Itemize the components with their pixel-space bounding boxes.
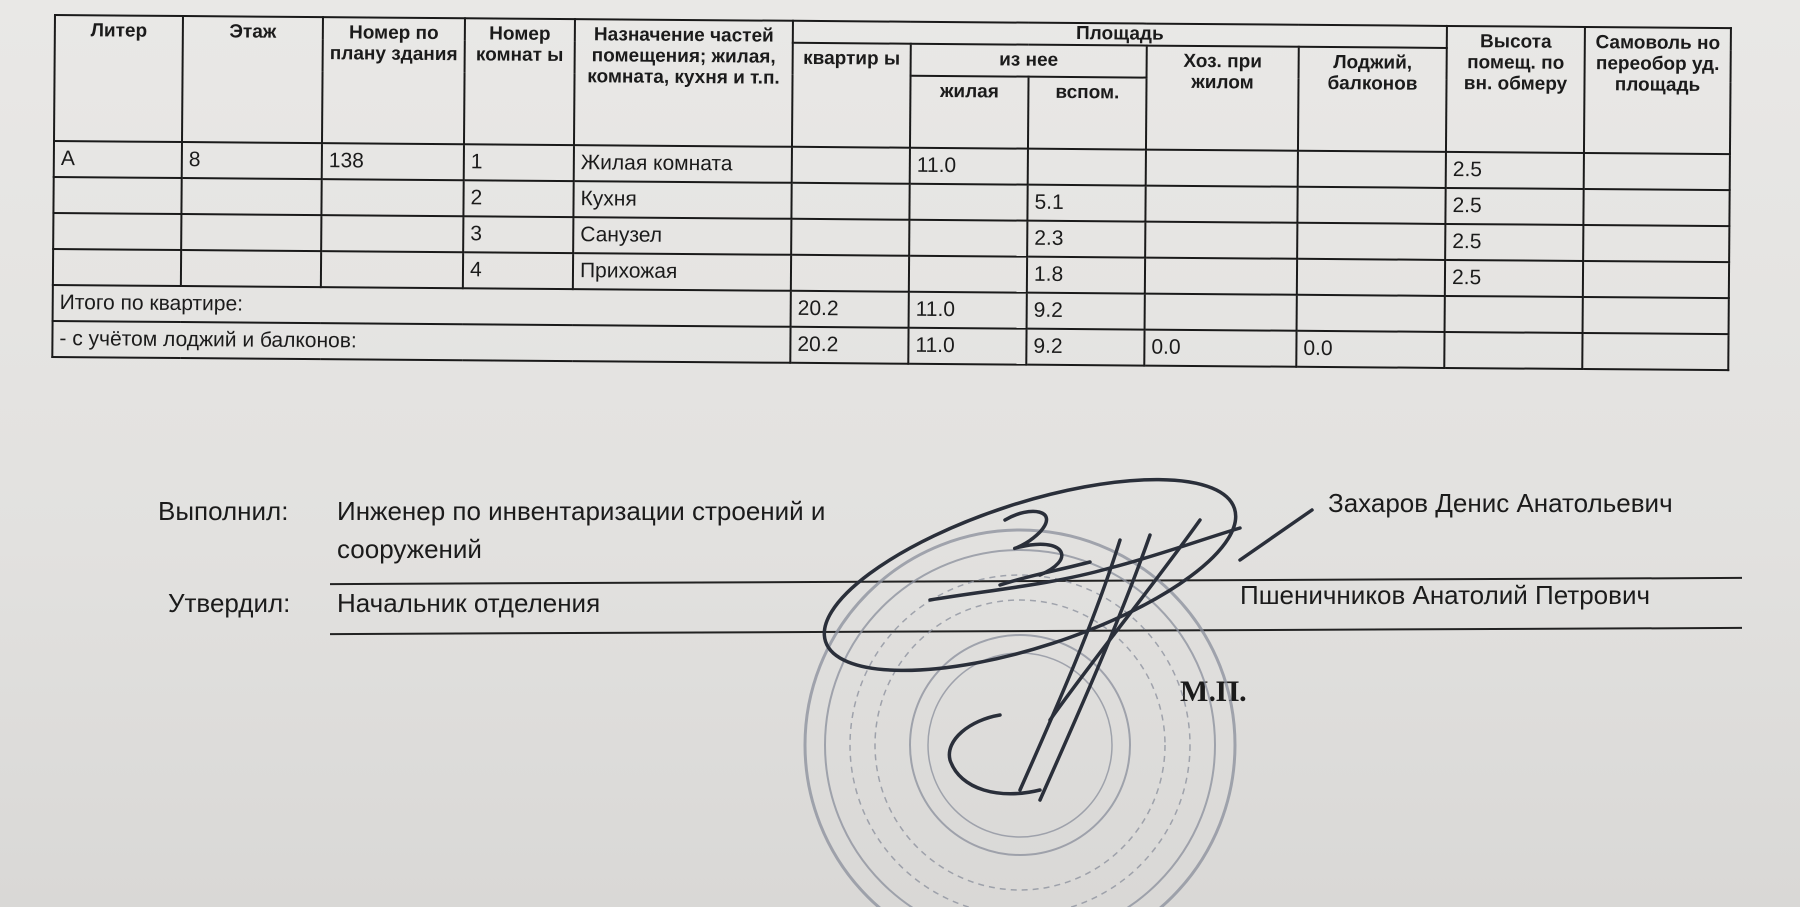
header-area: Площадь — [793, 21, 1447, 48]
cell-auxiliary: 2.3 — [1027, 221, 1145, 258]
approved-position: Начальник отделения — [337, 588, 601, 618]
cell-living: 11.0 — [910, 148, 1028, 185]
cell-plan-number: 138 — [322, 143, 464, 180]
total-auxiliary: 9.2 — [1026, 329, 1144, 366]
cell-height: 2.5 — [1445, 224, 1583, 261]
cell-auxiliary: 5.1 — [1027, 185, 1145, 222]
stamp-place-label: М.П. — [1180, 675, 1247, 708]
cell-purpose: Прихожая — [573, 253, 791, 291]
cell-height: 2.5 — [1446, 152, 1584, 189]
performed-position-line2: сооружений — [337, 534, 482, 564]
performed-name: Захаров Денис Анатольевич — [1328, 488, 1673, 518]
cell-height: 2.5 — [1445, 188, 1583, 225]
total-label: - с учётом лоджий и балконов: — [52, 321, 790, 363]
cell-height: 2.5 — [1445, 260, 1583, 297]
cell-purpose: Жилая комната — [574, 145, 792, 183]
header-utility: Хоз. при жилом — [1146, 46, 1299, 151]
total-label: Итого по квартире: — [53, 285, 791, 327]
performed-label: Выполнил: — [158, 496, 289, 526]
header-room-number: Номер комнат ы — [464, 18, 575, 145]
performed-position-line1: Инженер по инвентаризации строений и — [337, 496, 826, 526]
header-height: Высота помещ. по вн. обмеру — [1446, 26, 1585, 153]
total-apartment: 20.2 — [791, 291, 909, 328]
header-plan-number: Номер по плану здания — [322, 17, 465, 144]
header-purpose: Назначение частей помещения; жилая, комната, кухня и т.п. — [574, 19, 793, 147]
total-apartment: 20.2 — [790, 327, 908, 364]
header-liter: Литер — [54, 15, 183, 142]
cell-room: 2 — [463, 180, 573, 217]
cell-room: 3 — [463, 216, 573, 253]
total-loggia: 0.0 — [1296, 331, 1444, 368]
cell-purpose: Кухня — [573, 181, 791, 219]
total-auxiliary: 9.2 — [1027, 293, 1145, 330]
cell-auxiliary: 1.8 — [1027, 257, 1145, 294]
total-living: 11.0 — [909, 292, 1027, 329]
approved-label: Утвердил: — [168, 588, 291, 618]
header-unauthorized: Самоволь но переобор уд. площадь — [1584, 27, 1731, 154]
cell-room: 4 — [463, 252, 573, 289]
approved-name: Пшеничников Анатолий Петрович — [1240, 580, 1651, 610]
cell-room: 1 — [464, 144, 574, 181]
cell-floor: 8 — [182, 142, 322, 179]
header-floor: Этаж — [182, 16, 323, 143]
header-apartment: квартир ы — [792, 43, 911, 148]
header-auxiliary: вспом. — [1028, 77, 1147, 150]
total-utility: 0.0 — [1144, 330, 1296, 367]
total-living: 11.0 — [908, 328, 1026, 365]
cell-liter: А — [54, 141, 182, 178]
header-living: жилая — [910, 76, 1029, 149]
header-loggia: Лоджий, балконов — [1298, 47, 1447, 152]
header-of-which: из нее — [911, 44, 1147, 78]
cell-purpose: Санузел — [573, 217, 791, 255]
